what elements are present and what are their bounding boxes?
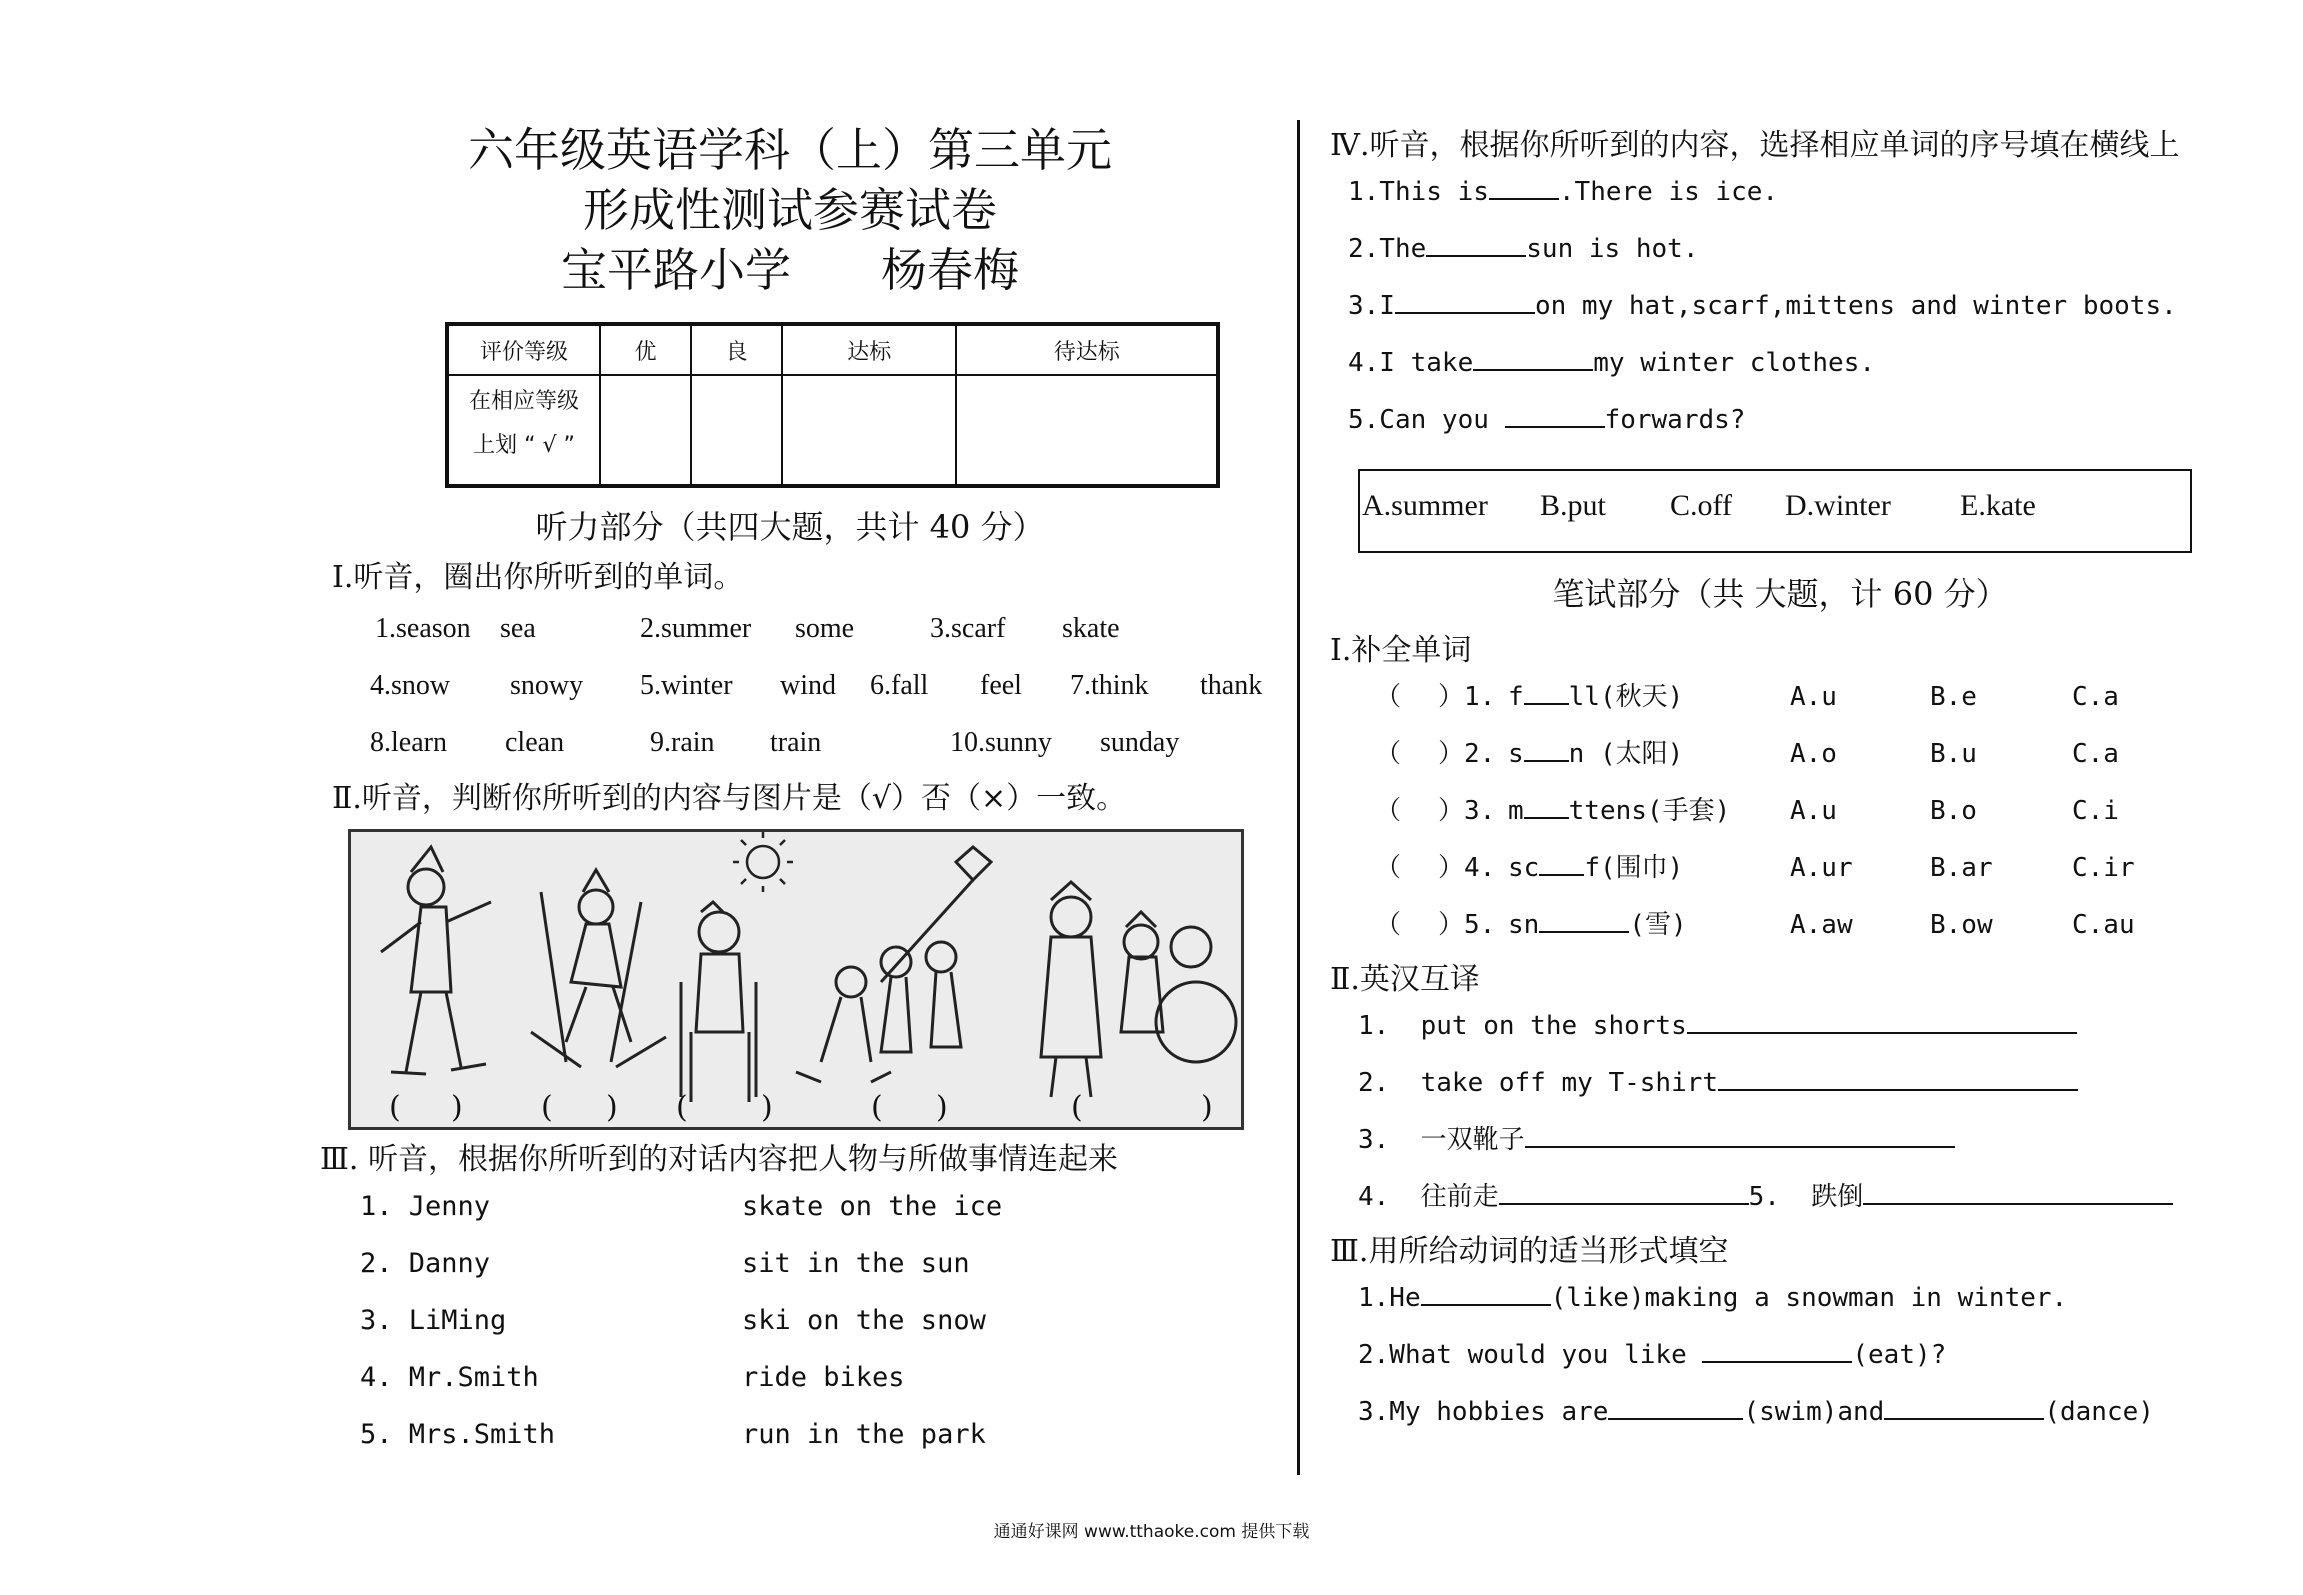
answer-blank[interactable]: [1524, 730, 1569, 762]
choice-b[interactable]: B.o: [1930, 796, 1977, 826]
word-option[interactable]: 6.fall: [870, 670, 929, 701]
word-row: [370, 714, 1260, 771]
translate-text: 5. 跌倒: [1748, 1182, 1864, 1212]
answer-blank[interactable]: [1524, 673, 1569, 705]
spell-num: ）5.: [1438, 910, 1496, 940]
q4-item-text: 2.The: [1348, 234, 1427, 264]
match-person[interactable]: 1. Jenny: [360, 1191, 491, 1222]
verb-text: (dance): [2044, 1397, 2154, 1427]
footer-credit: 通通好课网 www.tthaoke.com 提供下载: [993, 1522, 1310, 1542]
skater-figure: [381, 847, 491, 1074]
written-q1-head: Ⅰ.补全单词: [1330, 633, 1472, 668]
word-choice: E.kate: [1960, 489, 2036, 522]
choice-b[interactable]: B.ar: [1930, 853, 1993, 883]
verb-text: (swim)and: [1743, 1397, 1885, 1427]
choice-c[interactable]: C.au: [2072, 910, 2135, 940]
match-person[interactable]: 2. Danny: [360, 1248, 491, 1279]
word-choice: C.off: [1670, 489, 1732, 522]
q4-item-text: 3.I: [1348, 291, 1395, 321]
answer-blank[interactable]: [1525, 1116, 1955, 1148]
verb-text: 1.He: [1358, 1283, 1421, 1313]
grade-header-cell: 良: [691, 324, 782, 375]
answer-bracket-row: [389, 1090, 1213, 1125]
spell-word-end: (雪): [1629, 910, 1687, 940]
author-name: 杨春梅: [881, 243, 1019, 297]
answer-blank[interactable]: [1687, 1002, 2077, 1034]
translate-item: [1330, 1112, 2230, 1169]
choice-c[interactable]: C.i: [2072, 796, 2119, 826]
word-option[interactable]: sea: [500, 613, 536, 644]
spell-item: [1330, 840, 2230, 897]
listening-q1-head: Ⅰ.听音，圈出你所听到的单词。: [332, 560, 744, 595]
choice-c[interactable]: C.a: [2072, 682, 2119, 712]
word-option[interactable]: 10.sunny: [950, 727, 1052, 758]
spell-word-start: sc: [1508, 853, 1540, 883]
choice-a[interactable]: A.u: [1790, 796, 1837, 826]
answer-bracket: (: [389, 1090, 401, 1125]
spell-num: ）3.: [1438, 796, 1496, 826]
spell-word-end: ll(秋天): [1568, 682, 1684, 712]
translate-text: 2. take off my T-shirt: [1358, 1068, 1719, 1098]
grade-table: [445, 322, 1220, 488]
answer-blank[interactable]: [1702, 1331, 1852, 1363]
word-option[interactable]: some: [795, 613, 855, 644]
answer-blank[interactable]: [1608, 1388, 1743, 1420]
choice-c[interactable]: C.ir: [2072, 853, 2135, 883]
grade-header-cell: 评价等级: [447, 324, 600, 375]
choice-a[interactable]: A.o: [1790, 739, 1837, 769]
sitting-girl-figure: [681, 902, 756, 1102]
verb-text: (eat)?: [1852, 1340, 1947, 1370]
verb-text: (like)making a snowman in winter.: [1550, 1283, 2068, 1313]
skier-figure: [531, 870, 666, 1067]
match-row: [360, 1235, 1260, 1292]
listening-q2-head: Ⅱ.听音，判断你所听到的内容与图片是（√）否（×）一致。: [332, 781, 1127, 816]
answer-blank[interactable]: [1426, 225, 1526, 257]
q4-item: [1348, 392, 2230, 449]
word-option[interactable]: feel: [980, 670, 1022, 701]
word-option[interactable]: train: [770, 727, 822, 758]
word-option[interactable]: 2.summer: [640, 613, 752, 644]
word-choice: D.winter: [1785, 489, 1891, 522]
verb-text: 3.My hobbies are: [1358, 1397, 1609, 1427]
word-option[interactable]: snowy: [510, 670, 584, 701]
word-option[interactable]: 7.think: [1070, 670, 1149, 701]
translate-text: 1. put on the shorts: [1358, 1011, 1687, 1041]
choice-a[interactable]: A.aw: [1790, 910, 1853, 940]
paren-open: （: [1375, 796, 1402, 826]
spell-item: [1330, 726, 2230, 783]
listening-q4-head: Ⅳ.听音，根据你所听到的内容，选择相应单词的序号填在横线上: [1330, 128, 2180, 163]
spell-word-start: sn: [1508, 910, 1540, 940]
paren-open: （: [1375, 910, 1402, 940]
spell-num: ）4.: [1438, 853, 1496, 883]
q4-item-text: forwards?: [1604, 405, 1746, 435]
answer-bracket: (: [676, 1090, 688, 1125]
answer-blank[interactable]: [1884, 1388, 2044, 1420]
word-choice: A.summer: [1362, 489, 1488, 522]
grade-header-cell: 达标: [782, 324, 956, 375]
spell-num: ）1.: [1438, 682, 1496, 712]
match-person[interactable]: 5. Mrs.Smith: [360, 1419, 556, 1450]
page-subtitle: 形成性测试参赛试卷: [583, 183, 997, 237]
verb-item: [1330, 1384, 2230, 1441]
grade-row-label: [447, 375, 600, 486]
word-option[interactable]: wind: [780, 670, 836, 701]
match-person[interactable]: 3. LiMing: [360, 1305, 507, 1336]
answer-blank[interactable]: [1539, 901, 1629, 933]
column-divider: [1297, 120, 1300, 1475]
match-activity[interactable]: ride bikes: [742, 1362, 905, 1393]
word-options-box: [1358, 469, 2192, 553]
answer-blank[interactable]: [1524, 787, 1569, 819]
school-name: 宝平路小学: [561, 243, 791, 297]
answer-blank[interactable]: [1499, 1173, 1749, 1205]
sun-drawing: [733, 832, 793, 892]
match-activity[interactable]: skate on the ice: [742, 1191, 1003, 1222]
answer-blank[interactable]: [1489, 168, 1559, 200]
match-row: [360, 1178, 1260, 1235]
written-q3-head: Ⅲ.用所给动词的适当形式填空: [1330, 1234, 1729, 1269]
translate-item: [1330, 1169, 2230, 1226]
word-option[interactable]: skate: [1062, 613, 1120, 644]
spell-item: [1330, 897, 2230, 954]
q4-item: [1348, 335, 2230, 392]
word-option[interactable]: 4.snow: [370, 670, 451, 701]
answer-blank[interactable]: [1718, 1059, 2078, 1091]
winter-activities-picture: [348, 829, 1244, 1130]
word-option[interactable]: 8.learn: [370, 727, 447, 758]
spell-item: [1330, 669, 2230, 726]
page-title: 六年级英语学科（上）第三单元: [468, 123, 1112, 177]
paren-open: （: [1375, 682, 1402, 712]
answer-blank[interactable]: [1473, 339, 1593, 371]
answer-bracket: (: [1071, 1090, 1083, 1125]
spell-word-start: m: [1508, 796, 1524, 826]
translate-text: 4. 往前走: [1358, 1182, 1499, 1212]
answer-blank[interactable]: [1539, 844, 1584, 876]
answer-blank[interactable]: [1421, 1274, 1551, 1306]
choice-c[interactable]: C.a: [2072, 739, 2119, 769]
choice-b[interactable]: B.ow: [1930, 910, 1993, 940]
match-row: [360, 1292, 1260, 1349]
right-column: [1330, 120, 2230, 1441]
match-activity[interactable]: ski on the snow: [742, 1305, 986, 1336]
spell-word-start: f: [1508, 682, 1524, 712]
spell-word-end: f(围巾): [1584, 853, 1684, 883]
answer-bracket: ): [761, 1090, 773, 1125]
word-option[interactable]: sunday: [1100, 727, 1180, 758]
q4-item-text: sun is hot.: [1526, 234, 1699, 264]
match-row: [360, 1349, 1260, 1406]
grade-cell[interactable]: [691, 375, 782, 486]
choice-b[interactable]: B.e: [1930, 682, 1977, 712]
match-row: [360, 1406, 1260, 1463]
word-option[interactable]: 3.scarf: [930, 613, 1006, 644]
answer-bracket: ): [606, 1090, 618, 1125]
q4-item-text: on my hat,scarf,mittens and winter boots.: [1534, 291, 2177, 321]
verb-item: [1330, 1327, 2230, 1384]
match-person[interactable]: 4. Mr.Smith: [360, 1362, 539, 1393]
q4-item-text: 1.This is: [1348, 177, 1489, 207]
answer-blank[interactable]: [1863, 1173, 2173, 1205]
word-choice: B.put: [1540, 489, 1606, 522]
written-section-title: 笔试部分（共 大题，计 60 分）: [1552, 575, 2008, 613]
q4-item-text: 4.I take: [1348, 348, 1474, 378]
spell-word-start: s: [1508, 739, 1524, 769]
word-option[interactable]: 5.winter: [640, 670, 733, 701]
translate-text: 3. 一双靴子: [1358, 1125, 1525, 1155]
grade-row-label-line1: 在相应等级: [468, 389, 579, 414]
snowman-family-figure: [1041, 882, 1236, 1097]
grade-cell[interactable]: [782, 375, 956, 486]
winter-activities-illustration: [351, 832, 1241, 1127]
kite-kids-figure: [796, 847, 991, 1082]
spell-item: [1330, 783, 2230, 840]
answer-bracket: (: [871, 1090, 883, 1125]
grade-cell[interactable]: [600, 375, 691, 486]
answer-bracket: ): [451, 1090, 463, 1125]
school-author-line: [320, 240, 1260, 300]
written-q2-head: Ⅱ.英汉互译: [1330, 962, 1480, 997]
choice-a[interactable]: A.u: [1790, 682, 1837, 712]
verb-text: 2.What would you like: [1358, 1340, 1703, 1370]
answer-bracket: ): [1201, 1090, 1213, 1125]
word-row: [370, 600, 1260, 657]
word-row: [370, 657, 1263, 714]
q4-item: [1348, 278, 2230, 335]
answer-blank[interactable]: [1395, 282, 1535, 314]
word-option[interactable]: thank: [1200, 670, 1263, 701]
paren-open: （: [1375, 853, 1402, 883]
listening-section-title: 听力部分（共四大题，共计 40 分）: [535, 508, 1045, 546]
spell-word-end: n (太阳): [1568, 739, 1684, 769]
grade-header-cell: 待达标: [956, 324, 1218, 375]
q4-item-text: my winter clothes.: [1593, 348, 1875, 378]
paren-open: （: [1375, 739, 1402, 769]
word-option[interactable]: 9.rain: [650, 727, 715, 758]
choice-b[interactable]: B.u: [1930, 739, 1977, 769]
left-column: [320, 120, 1263, 1463]
grade-row-label-line2: 上划 “ √ ”: [473, 433, 575, 458]
match-activity[interactable]: run in the park: [742, 1419, 986, 1450]
grade-header-cell: 优: [600, 324, 691, 375]
listening-q3-head: Ⅲ. 听音，根据你所听到的对话内容把人物与所做事情连起来: [320, 1142, 1119, 1177]
q4-item: [1348, 164, 2230, 221]
answer-bracket: ): [936, 1090, 948, 1125]
word-option[interactable]: 1.season: [375, 613, 471, 644]
q4-item-text: 5.Can you: [1348, 405, 1505, 435]
choice-a[interactable]: A.ur: [1790, 853, 1853, 883]
spell-word-end: ttens(手套): [1568, 796, 1731, 826]
word-option[interactable]: clean: [505, 727, 565, 758]
match-activity[interactable]: sit in the sun: [742, 1248, 970, 1279]
verb-item: [1330, 1270, 2230, 1327]
grade-cell[interactable]: [956, 375, 1218, 486]
translate-item: [1330, 998, 2230, 1055]
answer-bracket: (: [541, 1090, 553, 1125]
answer-blank[interactable]: [1505, 396, 1605, 428]
q4-item-text: .There is ice.: [1558, 177, 1779, 207]
spell-num: ）2.: [1438, 739, 1496, 769]
translate-item: [1330, 1055, 2230, 1112]
q4-item: [1348, 221, 2230, 278]
